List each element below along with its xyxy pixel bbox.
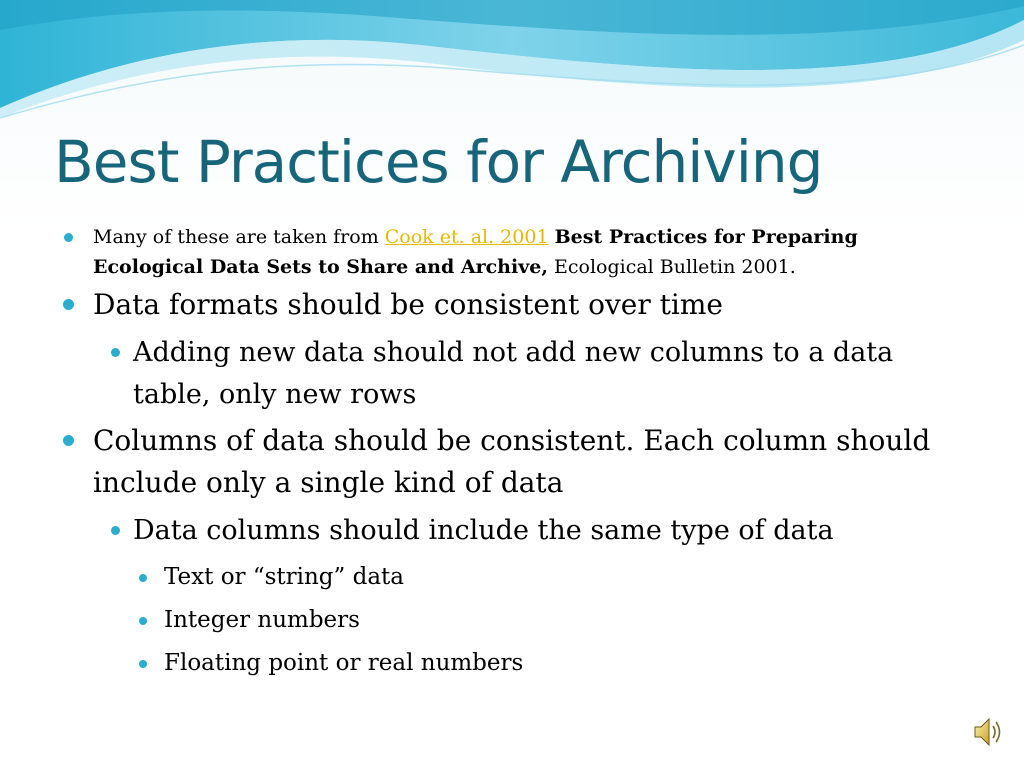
bullet-dot [111,526,120,535]
bullet-columns [60,420,960,504]
bullet-columns-sub-text: Data columns should include the same type of data [133,515,834,546]
slide-title: Best Practices for Archiving [54,128,823,196]
citation-link[interactable]: Cook et. al. 2001 [384,226,549,248]
bullet-formats-text: Data formats should be consistent over time [93,288,723,321]
type-item-label: Floating point or real numbers [164,650,524,676]
bullet-dot [139,660,147,668]
intro-suffix: Ecological Bulletin 2001. [547,256,796,278]
wave-header-decoration [0,0,1024,130]
bullet-type-float [60,642,960,685]
bullet-dot [63,299,74,310]
bullet-columns-sub [60,510,960,552]
bullet-formats-sub [60,332,960,416]
type-item-label: Text or “string” data [164,564,404,590]
intro-prefix: Many of these are taken from [93,226,385,248]
intro-bold-title: Best Practices for Preparing Ecological Data Sets to Share and Archive, [93,226,858,278]
bullet-intro [60,222,960,282]
bullet-dot [139,574,147,582]
bullet-formats [60,284,960,326]
bullet-columns-text: Columns of data should be consistent. Each column should include only a single kind of data [93,424,931,499]
bullet-dot [111,348,120,357]
bullet-dot [139,617,147,625]
bullet-dot [63,435,74,446]
speaker-icon[interactable] [972,714,1004,750]
type-item-label: Integer numbers [164,607,360,633]
bullet-formats-sub-text: Adding new data should not add new columns to a data table, only new rows [133,337,894,410]
bullet-type-text [60,556,960,599]
bullet-dot [64,233,73,242]
bullet-list [60,222,960,685]
bullet-type-integer [60,599,960,642]
